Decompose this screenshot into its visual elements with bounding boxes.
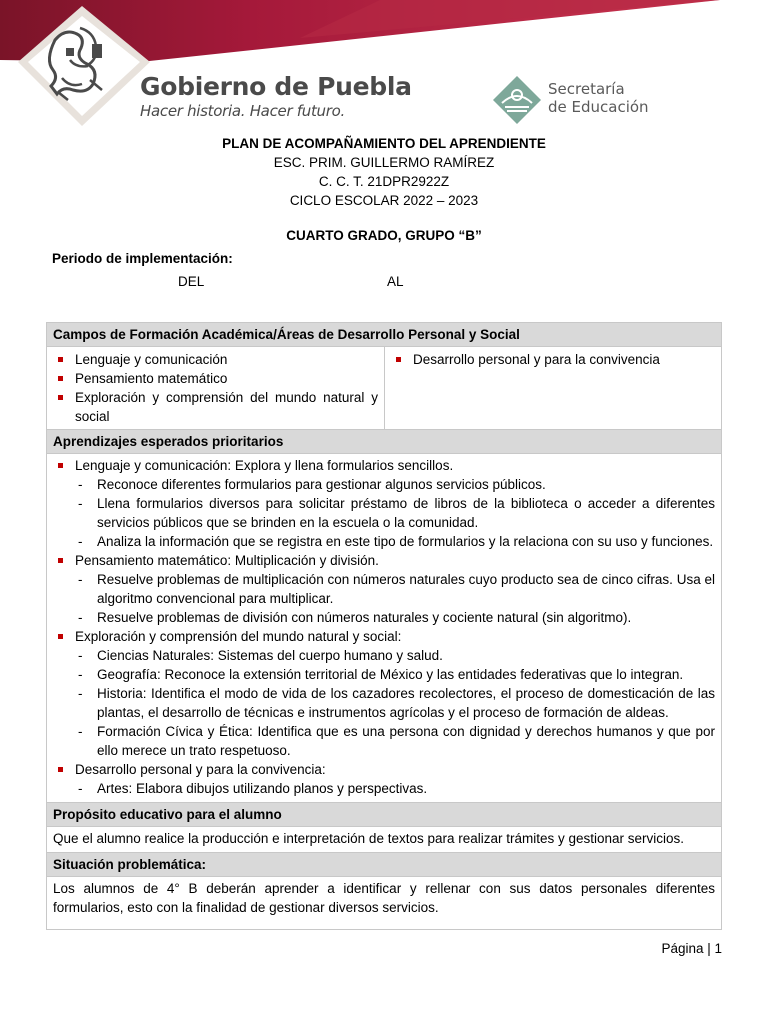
sub-list-item: - Reconoce diferentes formularios para gestionar algunos servicios públicos. [75, 475, 715, 494]
period-label: Periodo de implementación: [52, 251, 233, 266]
document-title: PLAN DE ACOMPAÑAMIENTO DEL APRENDIENTE [222, 136, 546, 151]
sub-list-item: - Artes: Elabora dibujos utilizando planos y perspectivas. [75, 779, 715, 798]
sub-list-item: - Ciencias Naturales: Sistemas del cuerpo humano y salud. [75, 646, 715, 665]
campos-right-cell [385, 347, 721, 429]
school-cct: C. C. T. 21DPR2922Z [318, 174, 450, 189]
list-item-text: Pensamiento matemático: Multiplicación y división. [75, 553, 379, 568]
sub-list-item: - Formación Cívica y Ética: Identifica que es una persona con dignidad y derechos humanos y que por ello merece un trato respetuoso. [75, 722, 715, 760]
page-number: Página | 1 [661, 941, 722, 956]
situacion-text: Los alumnos de 4° B deberán aprender a identificar y rellenar con sus datos personales diferentes formularios, esto con la finalidad de gestionar diversos servicios. [47, 876, 721, 929]
gov-logo [140, 72, 412, 120]
sub-list-item: - Resuelve problemas de división con números naturales y cociente natural (sin algoritmo). [75, 608, 715, 627]
school-year: CICLO ESCOLAR 2022 – 2023 [289, 193, 479, 208]
aprendizajes-body [47, 453, 721, 802]
period-to-label: AL [387, 274, 404, 289]
sep-emblem-icon [492, 75, 542, 125]
aprendizajes-header: Aprendizajes esperados prioritarios [47, 429, 721, 453]
proposito-header: Propósito educativo para el alumno [47, 802, 721, 826]
list-item [53, 551, 715, 627]
situacion-header: Situación problemática: [47, 852, 721, 876]
campos-left-cell [47, 347, 385, 429]
sub-list-item: - Historia: Identifica el modo de vida de los cazadores recolectores, el proceso de domesticación de las plantas, el desarrollo de técnicas e instrumentos agrícolas y el proceso de formación de aldeas. [75, 684, 715, 722]
school-name: ESC. PRIM. GUILLERMO RAMÍREZ [273, 155, 495, 170]
sub-list-item: - Resuelve problemas de multiplicación con números naturales cuyo producto sea de cinco cifras. Usa el algoritmo convencional para multiplicar. [75, 570, 715, 608]
list-item [53, 760, 715, 798]
gov-title: Gobierno de Puebla [140, 72, 412, 101]
campos-row [47, 346, 721, 429]
proposito-text: Que el alumno realice la producción e interpretación de textos para realizar trámites y gestionar servicios. [47, 826, 721, 852]
sep-line1: Secretaría [548, 80, 625, 98]
grade-group: CUARTO GRADO, GRUPO “B” [286, 228, 482, 243]
sep-line2: de Educación [548, 98, 649, 116]
list-item [53, 627, 715, 760]
period-from-label: DEL [178, 274, 205, 289]
list-item: Desarrollo personal y para la convivencia [391, 350, 715, 369]
gov-slogan: Hacer historia. Hacer futuro. [140, 102, 345, 120]
document-title-block [0, 134, 768, 210]
plan-table [46, 322, 722, 930]
list-item: Pensamiento matemático [53, 369, 378, 388]
list-item [53, 456, 715, 551]
list-item: Lenguaje y comunicación [53, 350, 378, 369]
sub-list-item: - Analiza la información que se registra en este tipo de formularios y la relaciona con su uso y funciones. [75, 532, 715, 551]
list-item-text: Desarrollo personal y para la convivencia: [75, 762, 326, 777]
list-item-text: Exploración y comprensión del mundo natural y social: [75, 629, 402, 644]
sep-logo-text [548, 80, 649, 116]
sub-list-item: - Llena formularios diversos para solicitar préstamo de libros de la biblioteca o acceder a diferentes servicios públicos que se brinden en la escuela o la comunidad. [75, 494, 715, 532]
list-item: Exploración y comprensión del mundo natural y social [53, 388, 378, 426]
sub-list-item: - Geografía: Reconoce la extensión territorial de México y las entidades federativas que lo integran. [75, 665, 715, 684]
campos-header: Campos de Formación Académica/Áreas de Desarrollo Personal y Social [47, 323, 721, 346]
list-item-text: Lenguaje y comunicación: Explora y llena formularios sencillos. [75, 458, 454, 473]
